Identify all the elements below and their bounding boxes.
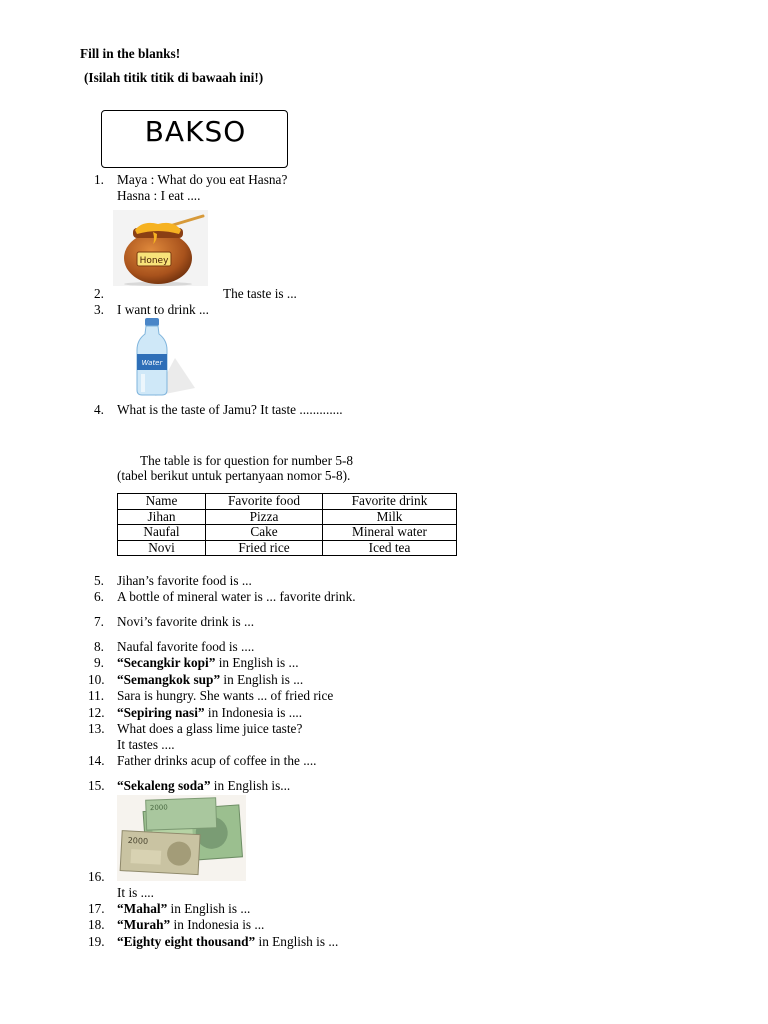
question-19-phrase: “Eighty eight thousand” xyxy=(117,934,256,949)
honey-label: Honey xyxy=(139,256,169,266)
question-5-text: Jihan’s favorite food is ... xyxy=(117,573,252,588)
question-7-text: Novi’s favorite drink is ... xyxy=(117,614,255,629)
question-10-number: 10. xyxy=(88,672,105,687)
question-10-rest: in English is ... xyxy=(220,672,304,687)
table-cell: Novi xyxy=(118,540,206,556)
table-intro-line-2: (tabel berikut untuk pertanyaan nomor 5-8). xyxy=(117,468,351,483)
table-cell: Jihan xyxy=(118,509,206,525)
question-9-phrase: “Secangkir kopi” xyxy=(117,655,216,670)
question-1-line-2: Hasna : I eat .... xyxy=(117,188,201,203)
question-19-text xyxy=(117,934,338,950)
question-5-number: 5. xyxy=(94,573,104,588)
question-15-phrase: “Sekaleng soda” xyxy=(117,778,211,793)
question-10-phrase: “Semangkok sup” xyxy=(117,672,221,687)
question-8-text: Naufal favorite food is .... xyxy=(117,639,255,654)
question-15-number: 15. xyxy=(88,778,105,793)
question-9-number: 9. xyxy=(94,655,104,670)
question-13-number: 13. xyxy=(88,721,105,736)
question-12-number: 12. xyxy=(88,705,105,720)
question-10-text xyxy=(117,672,303,688)
table-header-cell: Favorite drink xyxy=(323,494,457,510)
table-cell: Fried rice xyxy=(206,540,323,556)
table-row xyxy=(118,540,457,556)
question-18-number: 18. xyxy=(88,917,105,932)
question-18-phrase: “Murah” xyxy=(117,917,171,932)
table-intro-line-1: The table is for question for number 5-8 xyxy=(140,453,354,468)
question-4-number: 4. xyxy=(94,402,104,417)
question-16-number: 16. xyxy=(88,869,105,884)
table-row xyxy=(118,525,457,541)
question-11-text: Sara is hungry. She wants ... of fried rice xyxy=(117,688,334,703)
question-15-rest: in English is... xyxy=(210,778,291,793)
instruction-indonesian: (Isilah titik titik di bawaah ini!) xyxy=(84,70,264,85)
question-3-text: I want to drink ... xyxy=(117,302,209,317)
table-cell: Iced tea xyxy=(323,540,457,556)
question-12-text xyxy=(117,705,302,721)
money-banknotes-image xyxy=(117,795,246,881)
question-3-number: 3. xyxy=(94,302,104,317)
question-11-number: 11. xyxy=(88,688,105,703)
question-9-rest: in English is ... xyxy=(215,655,299,670)
question-6-text: A bottle of mineral water is ... favorite drink. xyxy=(117,589,356,604)
table-cell: Naufal xyxy=(118,525,206,541)
question-6-number: 6. xyxy=(94,589,104,604)
instruction-english: Fill in the blanks! xyxy=(80,46,181,61)
question-19-number: 19. xyxy=(88,934,105,949)
money-label-bottom: 2000 xyxy=(127,835,149,846)
question-17-number: 17. xyxy=(88,901,105,916)
table-header-cell: Name xyxy=(118,494,206,510)
question-15-text xyxy=(117,778,290,794)
favorites-table xyxy=(117,493,457,556)
table-cell: Milk xyxy=(323,509,457,525)
water-bottle-image xyxy=(115,318,201,397)
question-9-text xyxy=(117,655,299,671)
question-1-line-1: Maya : What do you eat Hasna? xyxy=(117,172,288,187)
question-4-text: What is the taste of Jamu? It taste ............. xyxy=(117,402,343,417)
question-7-number: 7. xyxy=(94,614,104,629)
question-13-line-2: It tastes .... xyxy=(117,737,175,752)
table-cell: Pizza xyxy=(206,509,323,525)
title-box xyxy=(101,110,288,168)
question-2-text: The taste is ... xyxy=(223,286,297,301)
question-2-number: 2. xyxy=(94,286,104,301)
table-header-cell: Favorite food xyxy=(206,494,323,510)
table-row xyxy=(118,509,457,525)
question-17-text xyxy=(117,901,250,917)
question-14-text: Father drinks acup of coffee in the .... xyxy=(117,753,317,768)
money-label-upper: 2000 xyxy=(149,803,168,813)
question-17-rest: in English is ... xyxy=(167,901,251,916)
water-label: Water xyxy=(141,359,163,367)
question-1-number: 1. xyxy=(94,172,104,187)
question-12-rest: in Indonesia is .... xyxy=(204,705,303,720)
question-14-number: 14. xyxy=(88,753,105,768)
question-8-number: 8. xyxy=(94,639,104,654)
question-17-phrase: “Mahal” xyxy=(117,901,168,916)
honey-pot-image xyxy=(113,210,208,286)
question-18-text xyxy=(117,917,264,933)
question-18-rest: in Indonesia is ... xyxy=(170,917,265,932)
table-cell: Cake xyxy=(206,525,323,541)
question-16-text: It is .... xyxy=(117,885,154,900)
table-header-row xyxy=(118,494,457,510)
table-cell: Mineral water xyxy=(323,525,457,541)
question-13-line-1: What does a glass lime juice taste? xyxy=(117,721,303,736)
title-box-text: BAKSO xyxy=(144,115,247,148)
question-19-rest: in English is ... xyxy=(255,934,339,949)
question-12-phrase: “Sepiring nasi” xyxy=(117,705,205,720)
